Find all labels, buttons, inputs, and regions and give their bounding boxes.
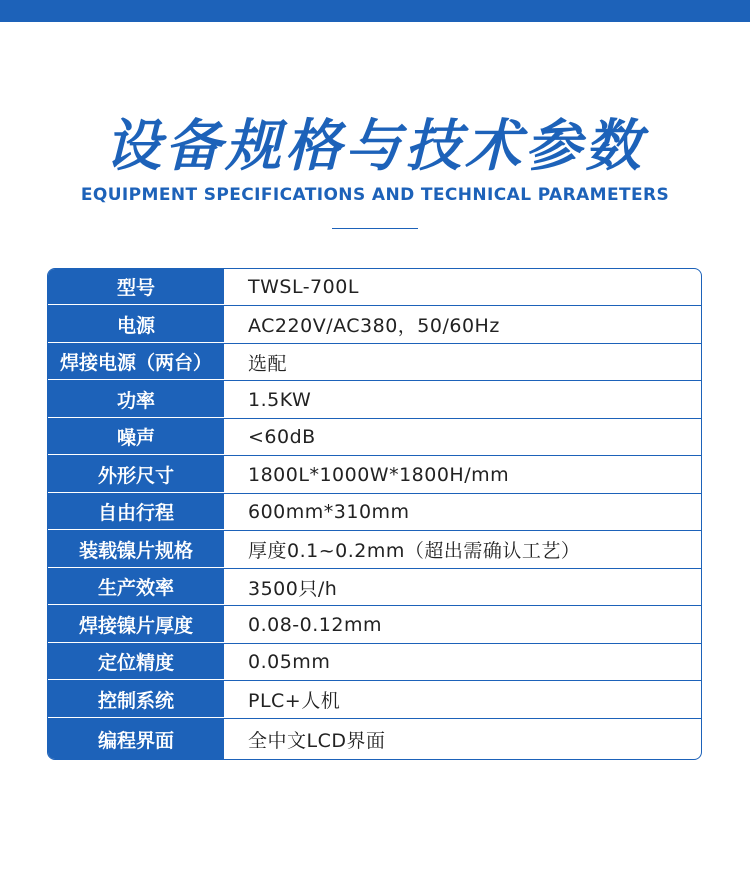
spec-row-interface	[48, 719, 701, 759]
spec-label: 焊接电源（两台）	[48, 344, 224, 380]
spec-value: TWSL-700L	[248, 276, 359, 298]
spec-label: 装载镍片规格	[48, 531, 224, 568]
spec-row-nickel-spec	[48, 531, 701, 569]
spec-value: PLC+人机	[248, 690, 341, 712]
spec-value: 1800L*1000W*1800H/mm	[248, 463, 510, 486]
spec-value: 0.08-0.12mm	[248, 613, 382, 636]
spec-label: 功率	[48, 381, 224, 418]
spec-value: 600mm*310mm	[248, 501, 410, 523]
spec-label: 噪声	[48, 419, 224, 455]
spec-label: 焊接镍片厚度	[48, 606, 224, 643]
spec-value: 1.5KW	[248, 388, 312, 411]
spec-row-travel	[48, 494, 701, 531]
spec-label: 外形尺寸	[48, 456, 224, 493]
spec-row-nickel-thickness	[48, 606, 701, 644]
spec-row-model	[48, 269, 701, 306]
spec-row-efficiency	[48, 569, 701, 606]
title-divider	[332, 228, 418, 229]
spec-label: 生产效率	[48, 569, 224, 605]
spec-value: 厚度0.1~0.2mm（超出需确认工艺）	[248, 540, 581, 562]
spec-row-noise	[48, 419, 701, 456]
spec-row-welding-power	[48, 344, 701, 381]
page-title: 设备规格与技术参数	[105, 114, 645, 179]
spec-row-precision	[48, 644, 701, 681]
spec-row-power-supply	[48, 306, 701, 344]
spec-value: 全中文LCD界面	[248, 729, 386, 752]
spec-value: 选配	[248, 352, 288, 375]
spec-label: 控制系统	[48, 681, 224, 718]
spec-label: 定位精度	[48, 644, 224, 680]
spec-label: 自由行程	[48, 494, 224, 530]
spec-value: 0.05mm	[248, 651, 331, 673]
spec-value: 3500只/h	[248, 577, 338, 600]
spec-value: AC220V/AC380，50/60Hz	[248, 315, 500, 337]
spec-label: 型号	[48, 269, 224, 305]
spec-label: 编程界面	[48, 719, 224, 759]
page-subtitle: EQUIPMENT SPECIFICATIONS AND TECHNICAL PARAMETERS	[80, 185, 670, 205]
spec-table	[47, 268, 702, 760]
spec-row-wattage	[48, 381, 701, 419]
spec-row-control-system	[48, 681, 701, 719]
top-banner-bar	[0, 0, 750, 22]
spec-label: 电源	[48, 306, 224, 343]
spec-row-dimensions	[48, 456, 701, 494]
spec-value: <60dB	[248, 426, 316, 448]
